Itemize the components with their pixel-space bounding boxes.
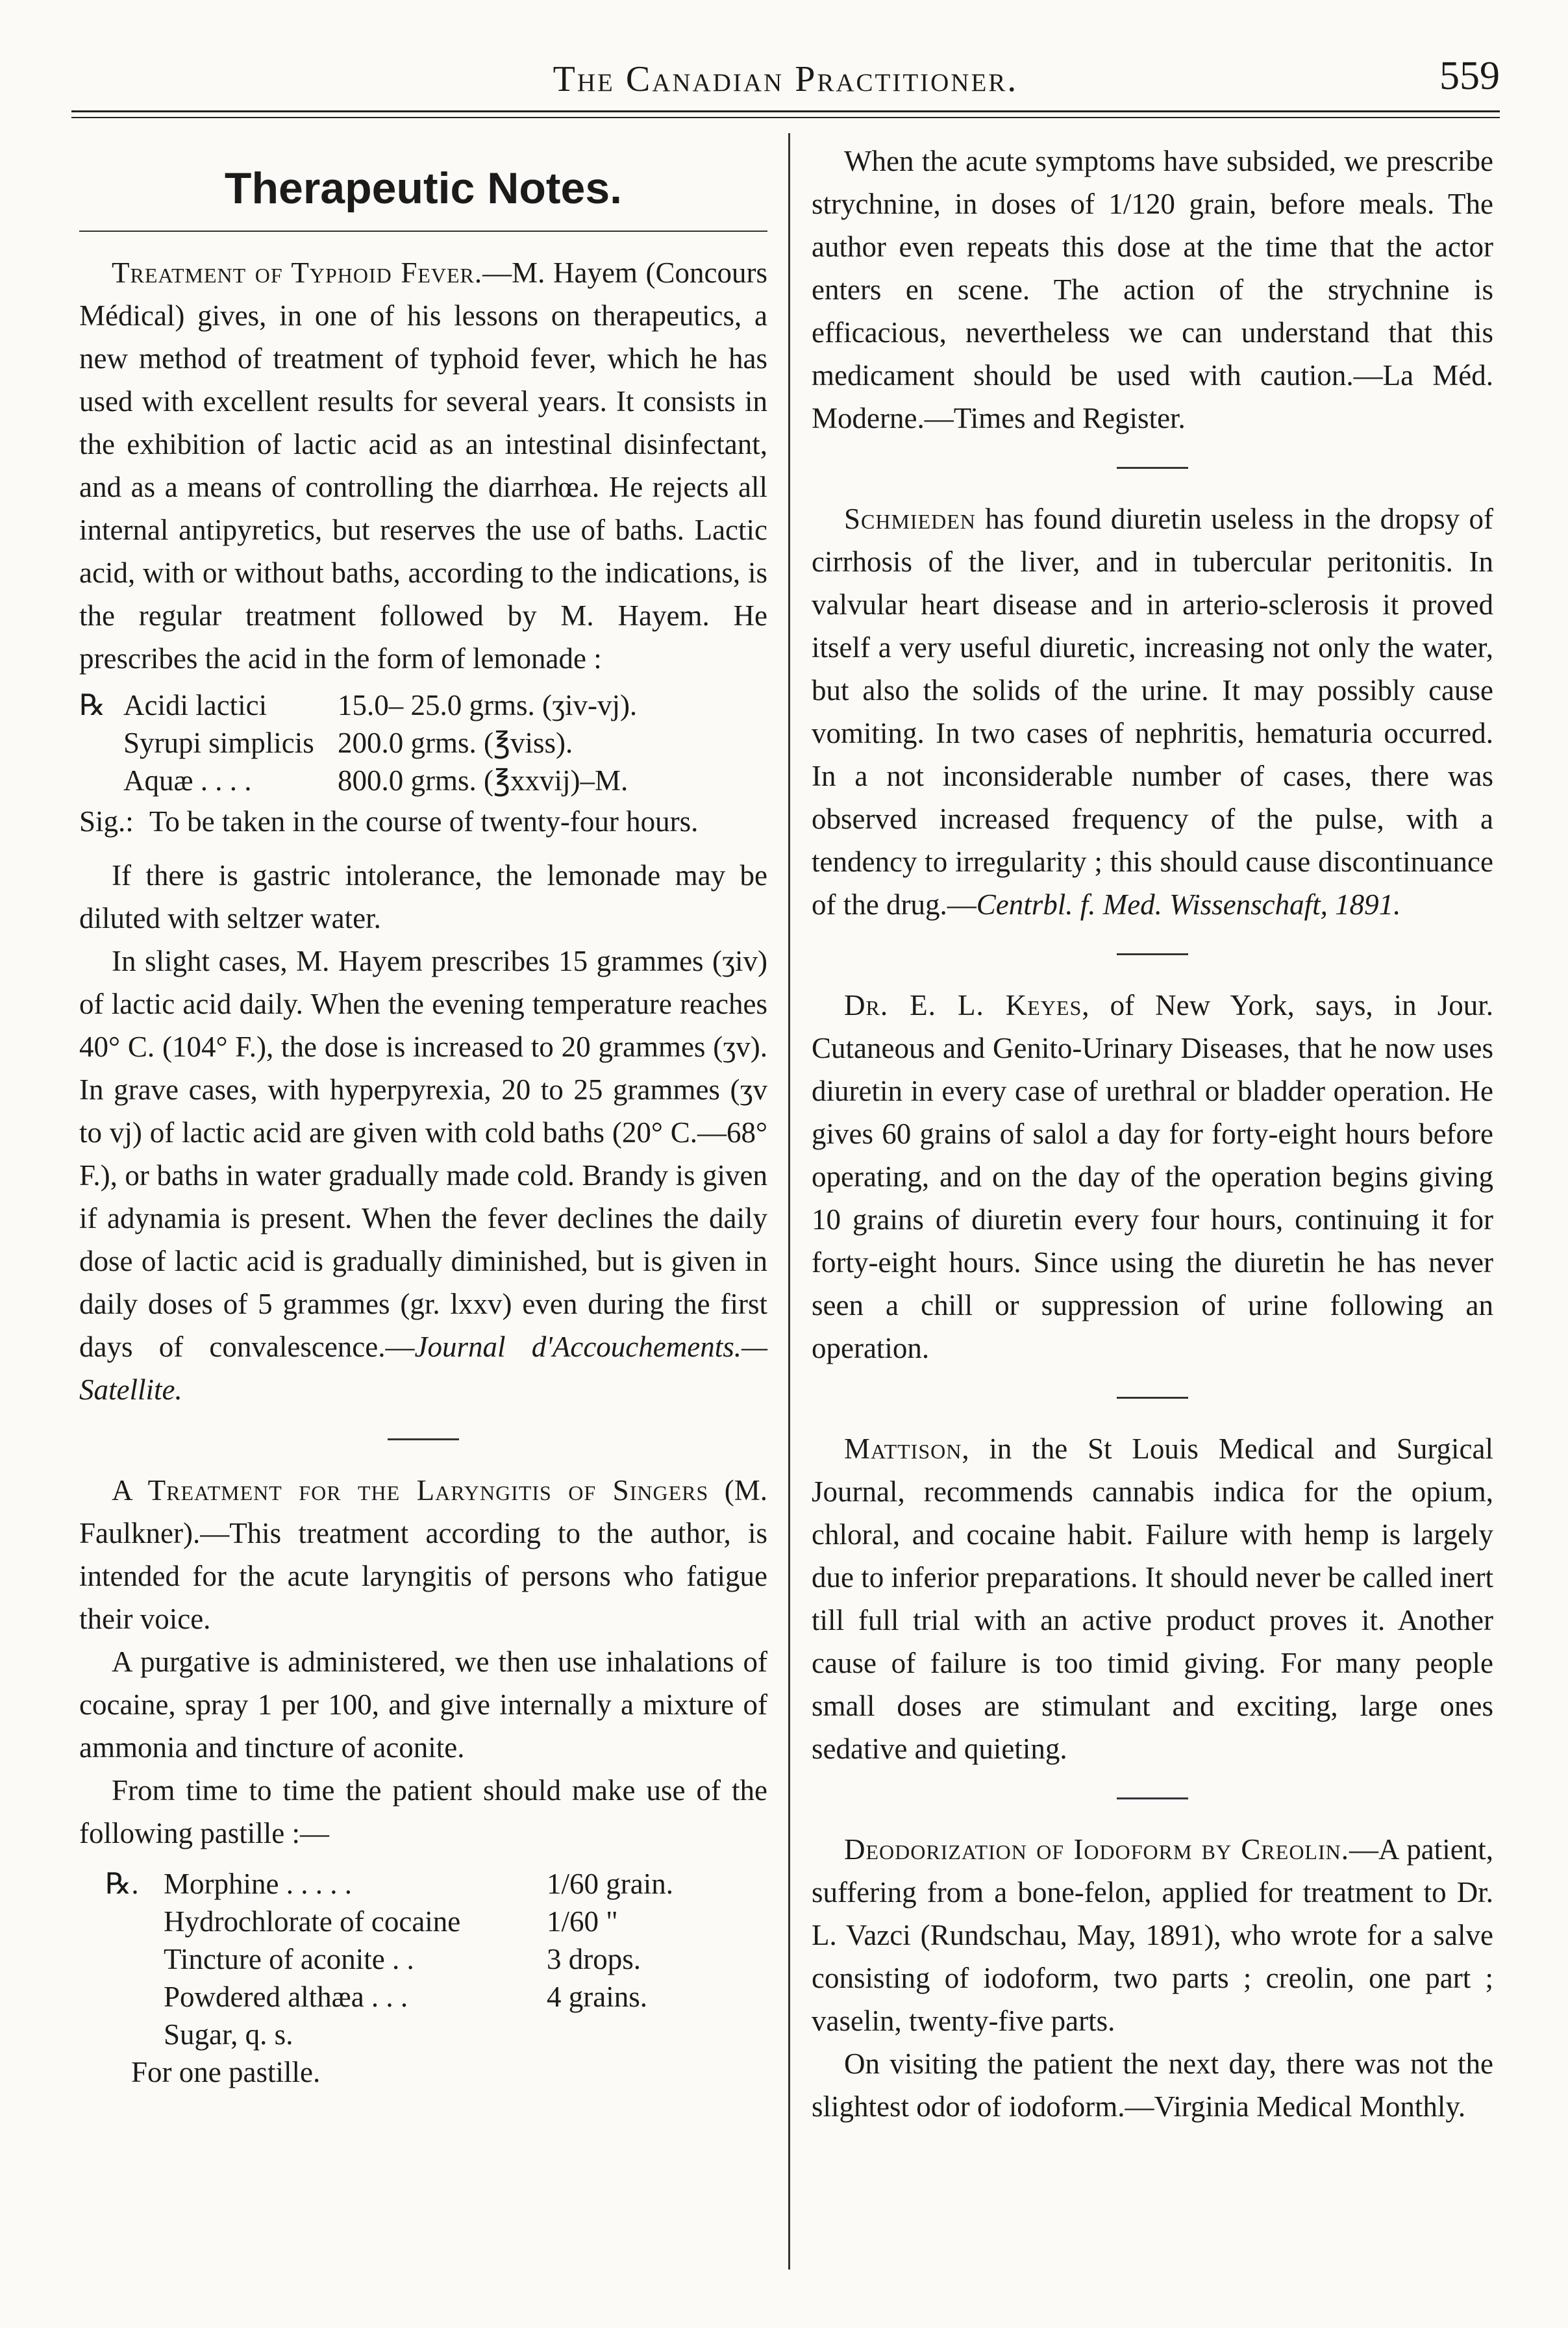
sig-text: To be taken in the course of twenty-four hours. — [149, 805, 699, 838]
signa — [79, 803, 767, 840]
section-separator — [1117, 467, 1188, 469]
quantity: 1/60 grain. — [547, 1868, 673, 1900]
typhoid-paragraph-3: In slight cases, M. Hayem prescribes 15 grammes (ʒiv) of lactic acid daily. When the evening temperature reaches 40° C. (104° F.), the dose is increased to 20 grammes (ʒv). In grave cases, with hyperpyrexia, 20 to 25 grammes (ʒv to vj) of lactic acid are given with cold baths (20° C.—68° F.), or baths in water gradually made cold. Brandy is given if adynamia is present. When the fever declines the daily dose of lactic acid is gradually diminished, but is given in daily doses of 5 grammes (gr. lxxv) even during the first days of convalescence.—Journal d'Accouchements.—Satellite. — [79, 945, 767, 1406]
ingredient: Powdered althæa . . . — [164, 1981, 408, 2013]
lemonade-prescription — [79, 686, 767, 840]
prescription-row — [105, 1940, 767, 1978]
schmieden-name: Schmieden — [844, 503, 976, 535]
quantity: 15.0– 25.0 grms. (ʒiv-vj). — [338, 689, 638, 721]
quantity: 800.0 grms. (℥xxvij)–M. — [338, 764, 628, 797]
ingredient: Aquæ . . . . — [123, 764, 252, 797]
page-header — [71, 45, 1500, 107]
keyes-paragraph: Dr. E. L. Keyes, of New York, says, in Jour. Cutaneous and Genito-Urinary Diseases, that he now uses diuretin in every case of urethral or bladder operation. He gives 60 grains of salol a day for forty-eight hours before operating, and on the day of the operation begins giving 10 grains of diuretin every four hours, continuing it for forty-eight hours. Since using the diuretin he has never seen a chill or suppression of urine following an operation. — [812, 989, 1493, 1364]
laryngitis-paragraph-2: A purgative is administered, we then use inhalations of cocaine, spray 1 per 100, and give internally a mixture of ammonia and tincture of aconite. — [79, 1646, 767, 1764]
prescription-row — [105, 2016, 767, 2053]
header-rule — [71, 110, 1500, 112]
typhoid-paragraph — [79, 251, 767, 680]
laryngitis-paragraph: A Treatment for the Laryngitis of Singers (M. Faulkner).—This treatment according to the author, is intended for the acute laryngitis of persons who fatigue their voice. — [79, 1474, 767, 1635]
ingredient: Morphine . . . . . — [164, 1868, 352, 1900]
iodoform-paragraph: Deodorization of Iodoform by Creolin.—A patient, suffering from a bone-felon, applied for treatment to Dr. L. Vazci (Rundschau, May, 1891), who wrote for a salve consisting of iodoform, two parts ; creolin, one part ; vaselin, twenty-five parts. — [812, 1833, 1494, 2037]
section-separator — [1117, 1397, 1188, 1399]
prescription-row — [79, 686, 767, 724]
quantity: 3 drops. — [547, 1943, 641, 1975]
rx-symbol: ℞ — [79, 689, 106, 721]
prescription-end: For one pastille. — [131, 2056, 321, 2088]
laryngitis-paragraph-3: From time to time the patient should make use of the following pastille :— — [79, 1774, 767, 1849]
section-title: Therapeutic Notes. — [224, 164, 623, 213]
keyes-name: Dr. E. L. Keyes — [844, 989, 1082, 1021]
section-separator — [1117, 953, 1188, 955]
typhoid-text: —M. Hayem (Concours Médical) gives, in one of his lessons on therapeutics, a new method of treatment of typhoid fever, which he has used with excellent results for several years. It consists in the exhibition of lactic acid as an intestinal disinfectant, and as a means of controlling the diarrhœa. He rejects all internal antipyretics, but reserves the use of baths. Lactic acid, with or without baths, according to the indications, is the regular treatment followed by M. Hayem. He prescribes the acid in the form of lemonade : — [79, 257, 767, 675]
prescription-row — [105, 1978, 767, 2016]
typhoid-paragraph-2: If there is gastric intolerance, the lemonade may be diluted with seltzer water. — [79, 859, 767, 934]
ingredient: Syrupi simplicis — [123, 727, 314, 759]
mattison-name: Mattison — [844, 1433, 962, 1465]
page-number: 559 — [1439, 54, 1500, 98]
section-separator — [1117, 1797, 1188, 1799]
running-head: The Canadian Practitioner. — [553, 59, 1019, 99]
left-column — [79, 140, 767, 2091]
quantity: 200.0 grms. (℥viss). — [338, 727, 573, 759]
prescription-row — [79, 762, 767, 799]
ingredient: Hydrochlorate of cocaine — [164, 1905, 461, 1938]
column-divider — [788, 133, 790, 2270]
strychnine-paragraph: When the acute symptoms have subsided, we prescribe strychnine, in doses of 1/120 grain, before meals. The author even repeats this dose at the time that the actor enters en scene. The action of the strychnine is efficacious, nevertheless we can understand that this medicament should be used with caution.—La Méd. Moderne.—Times and Register. — [812, 145, 1493, 434]
prescription-row — [79, 724, 767, 762]
iodoform-paragraph-2: On visiting the patient the next day, there was not the slightest odor of iodoform.—Virginia Medical Monthly. — [812, 2047, 1493, 2123]
title-rule — [79, 231, 767, 232]
ingredient: Sugar, q. s. — [164, 2018, 293, 2051]
header-rule-thin — [71, 117, 1500, 118]
iodoform-heading: Deodorization of Iodoform by Creolin. — [844, 1833, 1349, 1866]
schmieden-source: Centrbl. f. Med. Wissenschaft, 1891. — [976, 888, 1401, 921]
rx-symbol: ℞. — [105, 1868, 139, 1900]
pastille-prescription — [105, 1865, 767, 2091]
ingredient: Acidi lactici — [123, 689, 268, 721]
right-column — [812, 140, 1493, 2128]
section-separator — [388, 1438, 459, 1440]
quantity: 4 grains. — [547, 1981, 647, 2013]
schmieden-paragraph: Schmieden has found diuretin useless in the dropsy of cirrhosis of the liver, and in tubercular peritonitis. In valvular heart disease and in arterio-sclerosis it proved itself a very useful diuretic, increasing not only the water, but also the solids of the urine. It may possibly cause vomiting. In two cases of nephritis, hematuria occurred. In a not inconsiderable number of cases, there was observed increased frequency of the pulse, with a tendency to irregularity ; this should cause discontinuance of the drug.—Centrbl. f. Med. Wissenschaft, 1891. — [812, 503, 1493, 921]
mattison-paragraph: Mattison, in the St Louis Medical and Surgical Journal, recommends cannabis indica for the opium, chloral, and cocaine habit. Failure with hemp is largely due to inferior preparations. It should never be called inert till full trial with an active product proves it. Another cause of failure is too timid giving. For many people small doses are stimulant and exciting, large ones sedative and quieting. — [812, 1433, 1493, 1765]
prescription-row — [105, 1903, 767, 1940]
quantity: 1/60 " — [547, 1905, 618, 1938]
prescription-row — [105, 1865, 767, 1903]
sig-label: Sig.: — [79, 805, 134, 838]
typhoid-source: Journal d'Accouchements.—Satellite. — [79, 1331, 767, 1406]
laryngitis-heading: A Treatment for the Laryngitis of Singers — [112, 1474, 709, 1507]
typhoid-heading: Treatment of Typhoid Fever. — [112, 257, 483, 289]
ingredient: Tincture of aconite . . — [164, 1943, 414, 1975]
